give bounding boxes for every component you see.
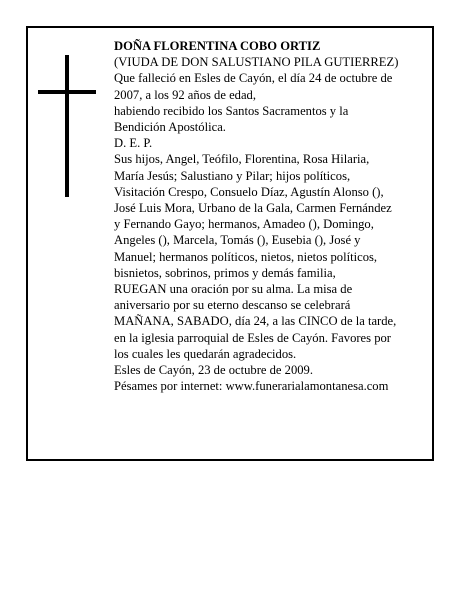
age-line: 2007, a los 92 años de edad, <box>114 87 256 102</box>
mass-time-line: MAÑANA, SABADO, día 24, a las CINCO de la tarde, <box>114 314 397 329</box>
rip-line: D. E. P. <box>114 136 153 151</box>
death-date-line: Que falleció en Esles de Cayón, el día 24 de octubre de <box>114 71 393 86</box>
family-line: y Fernando Gayo; hermanos, Amadeo (), Domingo, <box>114 217 374 232</box>
obituary-text <box>114 38 432 394</box>
place-date-line: Esles de Cayón, 23 de octubre de 2009. <box>114 363 314 378</box>
family-line: Angeles (), Marcela, Tomás (), Eusebia (), José y <box>114 233 361 248</box>
family-line: Sus hijos, Angel, Teófilo, Florentina, Rosa Hilaria, <box>114 152 370 167</box>
thanks-line: los cuales les quedarán agradecidos. <box>114 346 297 361</box>
family-line: José Luis Mora, Urbano de la Gala, Carmen Fernández <box>114 201 392 216</box>
condolences-website-line: Pésames por internet: www.funerarialamontanesa.com <box>114 379 389 394</box>
family-line: Visitación Crespo, Consuelo Díaz, Agustín Alonso (), <box>114 184 384 199</box>
prayer-request-line: RUEGAN una oración por su alma. La misa de <box>114 282 353 297</box>
cross-horizontal-bar <box>38 90 96 94</box>
cross-icon <box>38 55 96 197</box>
widow-line: (VIUDA DE DON SALUSTIANO PILA GUTIERREZ) <box>114 55 399 70</box>
family-line: bisnietos, sobrinos, primos y demás familia, <box>114 265 336 280</box>
family-line: María Jesús; Salustiano y Pilar; hijos políticos, <box>114 168 351 183</box>
mass-line: aniversario por su eterno descanso se celebrará <box>114 298 351 313</box>
sacraments-line: habiendo recibido los Santos Sacramentos y la <box>114 103 349 118</box>
cross-vertical-bar <box>65 55 69 197</box>
deceased-name: DOÑA FLORENTINA COBO ORTIZ <box>114 39 321 53</box>
mass-location-line: en la iglesia parroquial de Esles de Cayón. Favores por <box>114 330 391 345</box>
blessing-line: Bendición Apostólica. <box>114 120 226 135</box>
family-line: Manuel; hermanos políticos, nietos, nietos políticos, <box>114 249 378 264</box>
